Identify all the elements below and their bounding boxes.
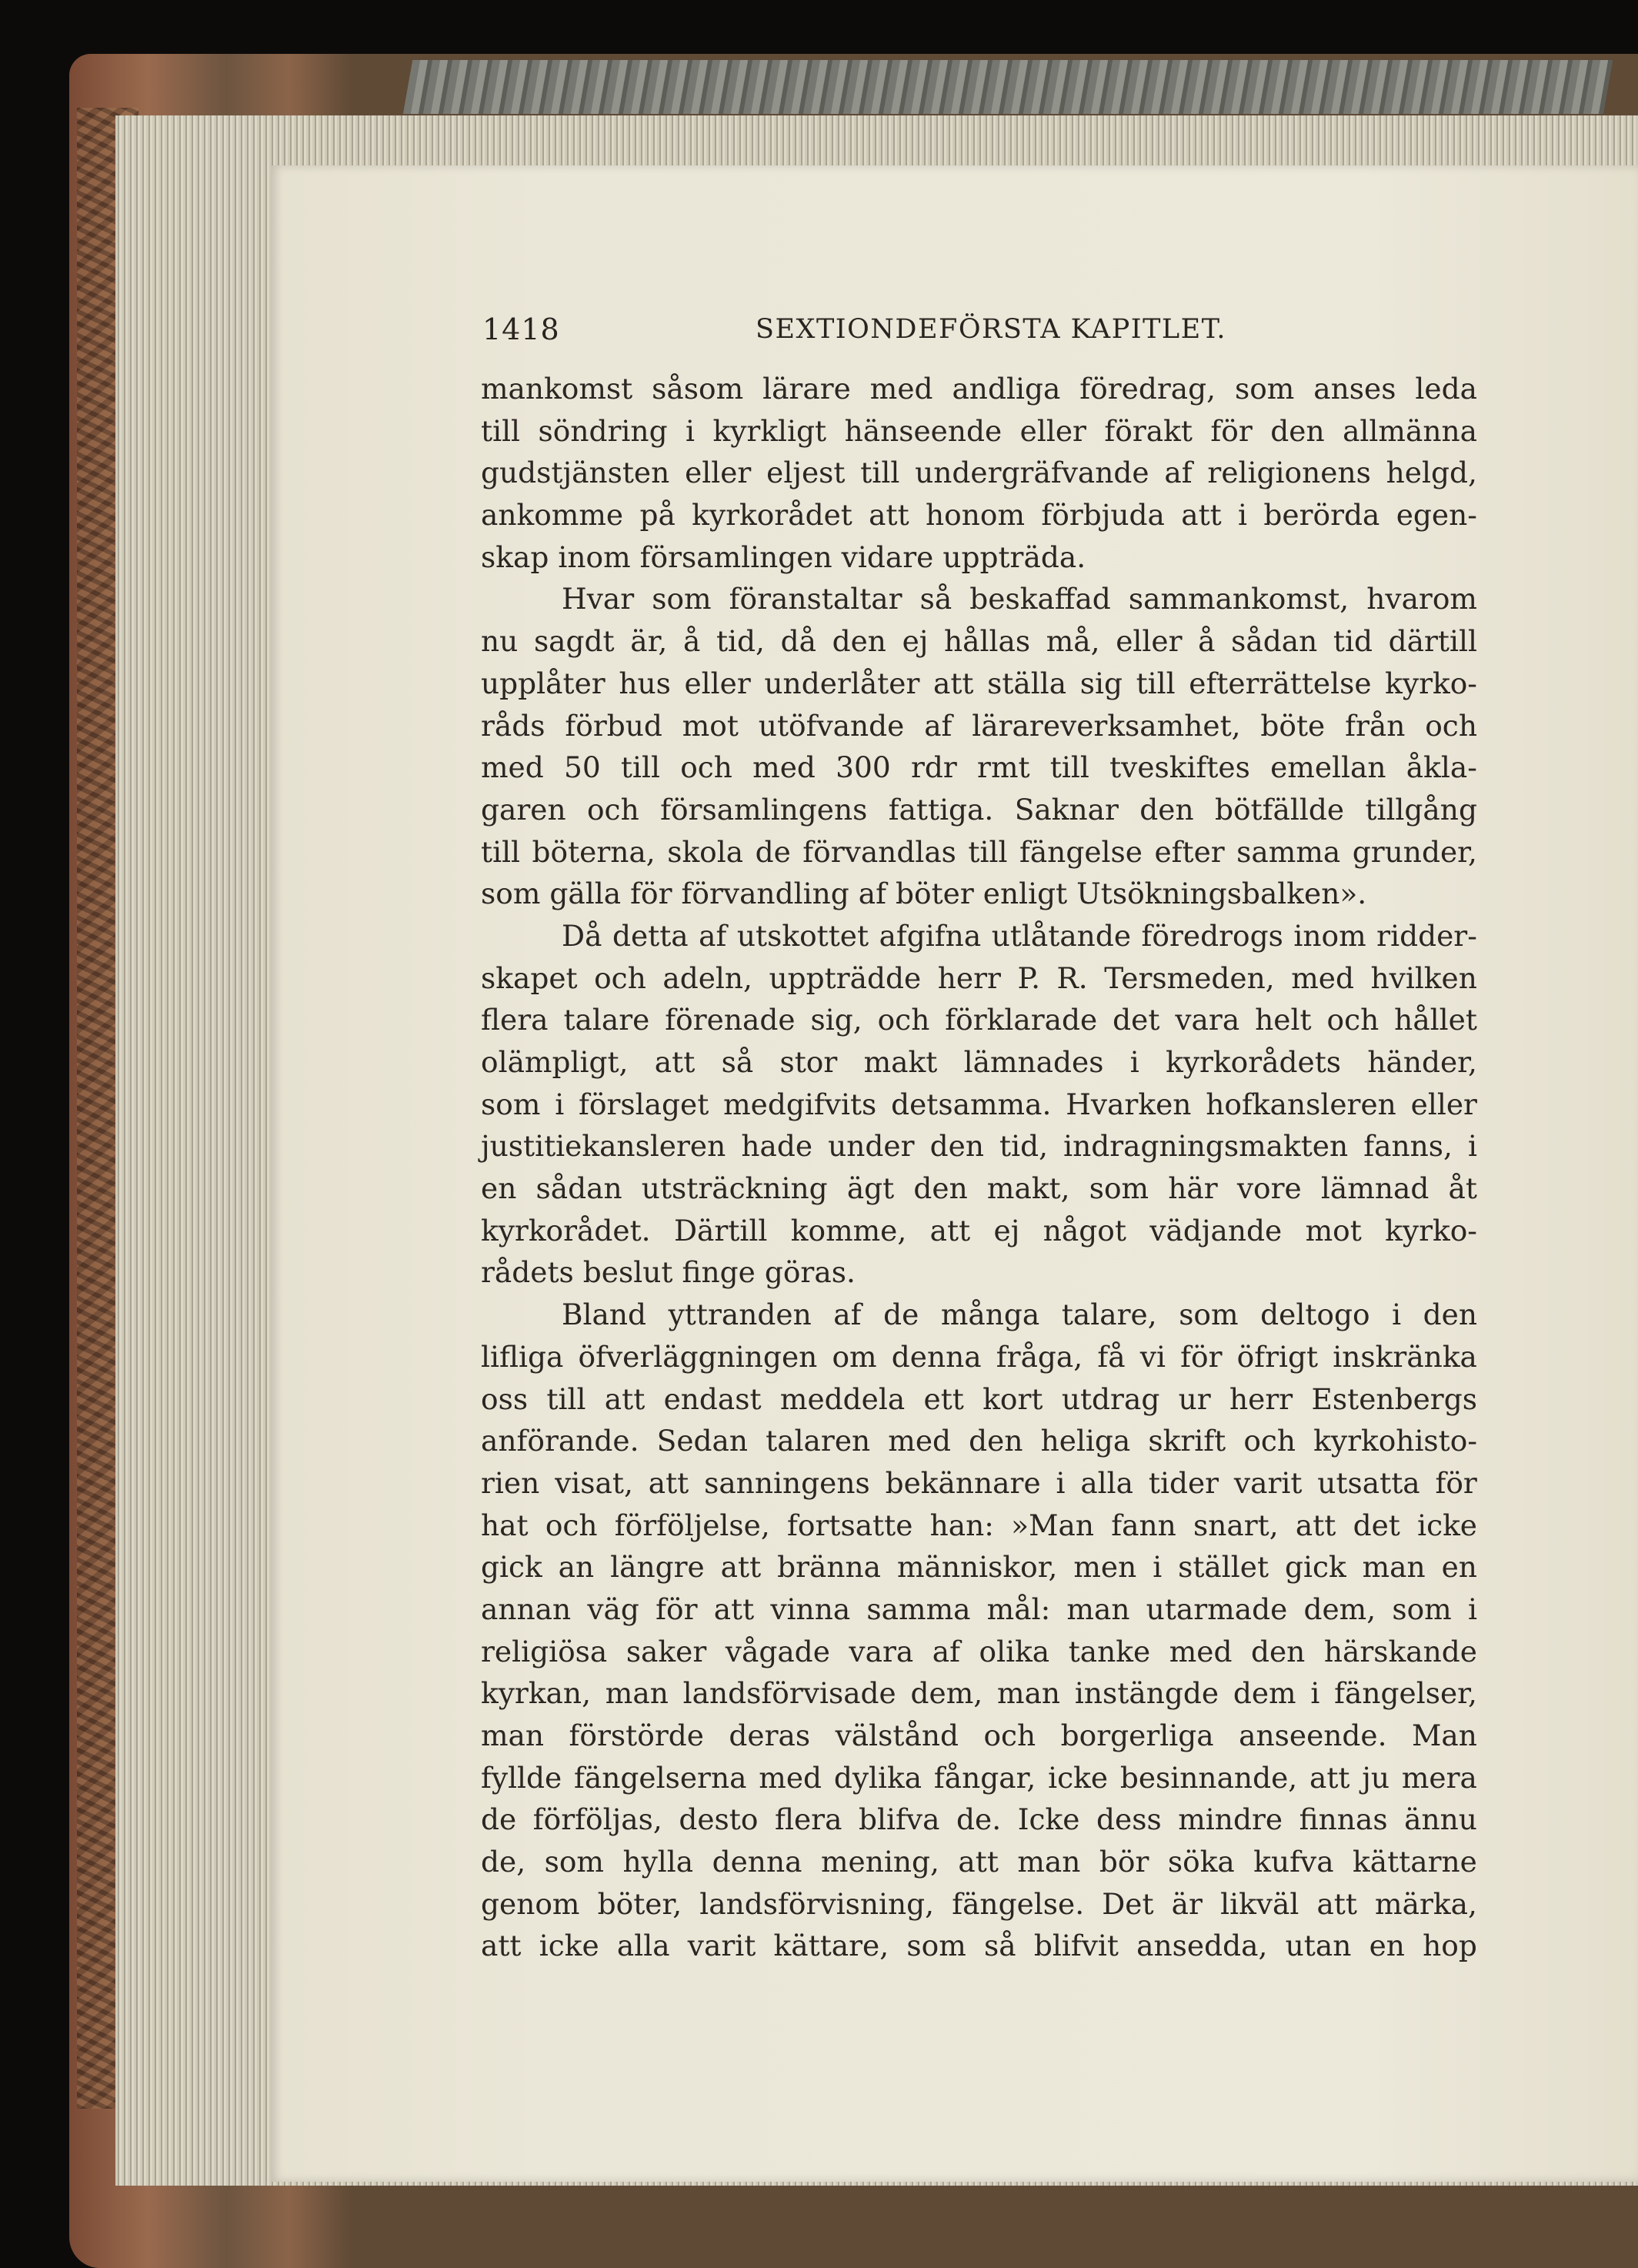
text-line: nu sagdt är, å tid, då den ej hållas må, eller å sådan tid därtill [481,624,1477,659]
text-line: anförande. Sedan talaren med den heliga skrift och kyrkohisto- [481,1424,1477,1458]
text-line: som i förslaget medgifvits detsamma. Hvarken hofkansleren eller [481,1087,1477,1121]
text-line: annan väg för att vinna samma mål: man utarmade dem, som i [481,1592,1477,1626]
text-line: religiösa saker vågade vara af olika tanke med den härskande [481,1634,1477,1668]
text-line: gudstjänsten eller eljest till undergräfvande af religionens helgd, [481,456,1477,490]
text-line: rådets beslut finge göras. [481,1255,856,1290]
headband [403,60,1613,114]
text-line: upplåter hus eller underlåter att ställa sig till efterrättelse kyrko- [481,666,1477,700]
text-line: ankomme på kyrkorådet att honom förbjuda att i berörda egen- [481,498,1477,533]
text-line: man förstörde deras välstånd och borgerliga anseende. Man [481,1719,1477,1752]
text-line: till söndring i kyrkligt hänseende eller förakt för den allmänna [481,413,1477,448]
text-line: de, som hylla denna mening, att man bör söka kufva kättarne [481,1845,1477,1879]
text-line: oss till att endast meddela ett kort utdrag ur herr Estenbergs [481,1381,1477,1416]
text-line: flera talare förenade sig, och förklarade det vara helt och hållet [481,1003,1477,1037]
text-line: olämpligt, att så stor makt lämnades i kyrkorådets händer, [481,1045,1477,1079]
text-line: Då detta af utskottet afgifna utlåtande föredrogs inom ridder- [562,918,1477,953]
text-line: som gälla för förvandling af böter enligt Utsökningsbalken». [481,877,1367,911]
text-line: fyllde fängelserna med dylika fångar, icke besinnande, att ju mera [481,1760,1477,1795]
text-line: gick an längre att bränna människor, men i stället gick man en [481,1550,1477,1585]
body-text [481,368,1477,1967]
text-line: Bland yttranden af de många talare, som deltogo i den [562,1298,1477,1332]
text-line: råds förbud mot utöfvande af lärareverksamhet, böte från och [481,708,1477,743]
text-line: mankomst såsom lärare med andliga föredrag, som anses leda [481,372,1477,406]
text-line: kyrkan, man landsförvisade dem, man instängde dem i fängelser, [481,1676,1477,1711]
text-line: justitiekansleren hade under den tid, indragningsmakten fanns, i [481,1129,1477,1164]
page-number: 1418 [482,312,560,346]
page-header [482,312,1513,356]
text-line: att icke alla varit kättare, som så blifvit ansedda, utan en hop [481,1929,1477,1963]
text-line: kyrkorådet. Därtill komme, att ej något vädjande mot kyrko- [481,1213,1477,1248]
text-line: hat och förföljelse, fortsatte han: »Man fann snart, att det icke [481,1508,1477,1542]
text-line: med 50 till och med 300 rdr rmt till tveskiftes emellan åkla- [481,750,1477,785]
text-line: lifliga öfverläggningen om denna fråga, få vi för öfrigt inskränka [481,1339,1477,1374]
text-line: en sådan utsträckning ägt den makt, som här vore lämnad åt [481,1171,1477,1206]
text-line: genom böter, landsförvisning, fängelse. Det är likväl att märka, [481,1886,1477,1921]
text-line: skap inom församlingen vidare uppträda. [481,539,1086,574]
text-line: till böterna, skola de förvandlas till fängelse efter samma grunder, [481,834,1477,869]
text-line: skapet och adeln, uppträdde herr P. R. Tersmeden, med hvilken [481,960,1477,995]
text-line: rien visat, att sanningens bekännare i alla tider varit utsatta för [481,1465,1477,1500]
text-line: Hvar som föranstaltar så beskaffad sammankomst, hvarom [562,582,1477,616]
text-line: de förföljas, desto flera blifva de. Icke dess mindre finnas ännu [481,1802,1477,1837]
running-head: SEXTIONDEFÖRSTA KAPITLET. [756,314,1227,345]
text-line: garen och församlingens fattiga. Saknar den bötfällde tillgång [481,792,1477,827]
